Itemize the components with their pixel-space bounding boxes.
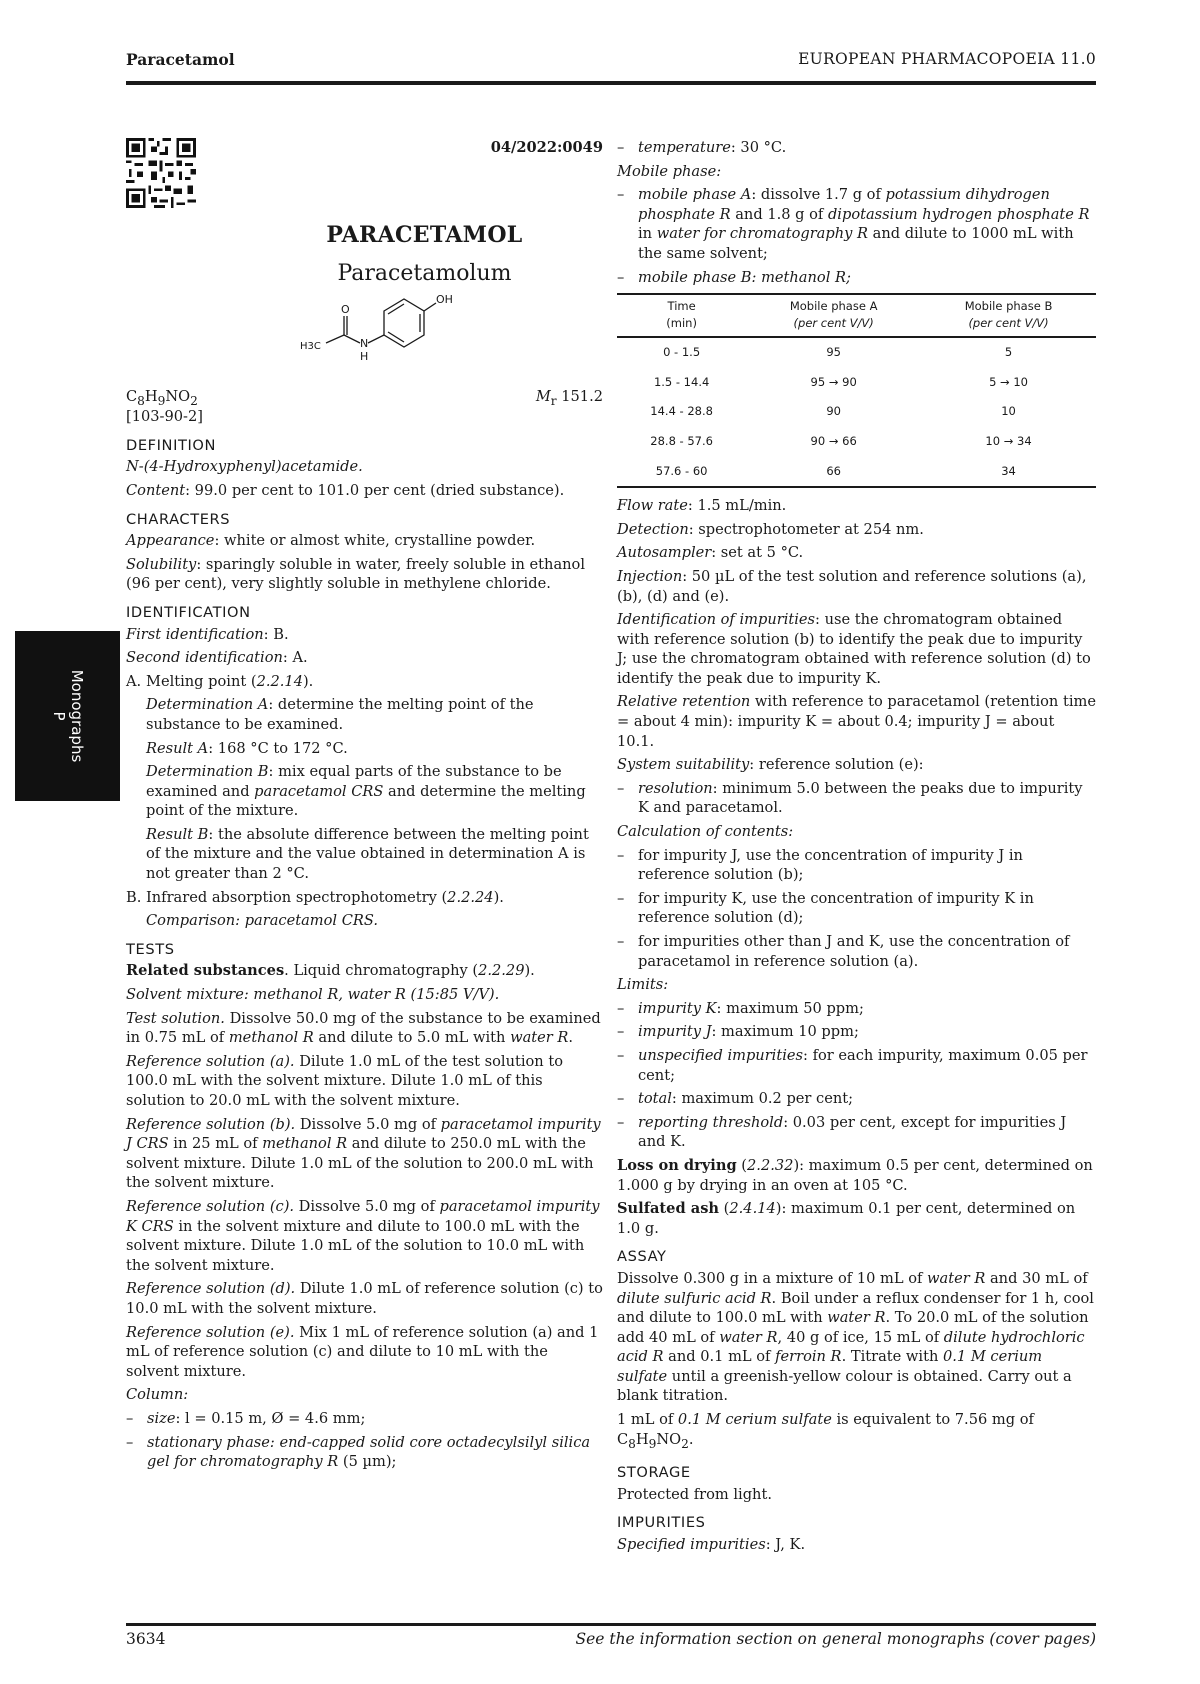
table-row	[617, 457, 1096, 488]
mobile-phase-b: – mobile phase B: methanol R;	[617, 268, 1096, 288]
molecular-mass: $M_r$ 151.2	[535, 388, 603, 409]
identification-heading: IDENTIFICATION	[126, 603, 251, 621]
table-cell: 95	[826, 345, 841, 360]
table-cell: 28.8 - 57.6	[650, 433, 713, 448]
determination-a: Determination A: determine the melting point of the substance to be examined.	[146, 696, 534, 733]
sulfated-ash: Sulfated ash (2.4.14): maximum 0.1 per cent, determined on 1.0 g.	[617, 1200, 1076, 1237]
structure-oh-label: OH	[436, 293, 453, 307]
system-suitability: System suitability: reference solution (e):	[617, 756, 924, 774]
loss-on-drying: Loss on drying (2.2.32): maximum 0.5 per cent, determined on 1.000 g by drying in an oven at 105 °C.	[617, 1156, 1093, 1194]
storage-heading: STORAGE	[617, 1464, 691, 1482]
storage-text: Protected from light.	[617, 1485, 772, 1503]
table-cell: 0 - 1.5	[663, 345, 701, 360]
result-a: Result A: 168 °C to 172 °C.	[146, 739, 348, 757]
table-header-cell: Mobile phase A (per cent V/V)	[746, 294, 921, 337]
table-cell: 34	[921, 457, 1096, 488]
table-row	[617, 368, 1096, 398]
determination-b: Determination B: mix equal parts of the substance to be examined and paracetamol CRS and determine the melting point of the mixture.	[146, 763, 586, 820]
identification-of-impurities: Identification of impurities: use the chromatogram obtained with reference solution (b) to identify the peak due to impurity J; use the chromatogram obtained with reference solution (d) to identify the peak due to impurity K.	[617, 611, 1091, 687]
assay-heading: ASSAY	[617, 1248, 667, 1266]
stationary-phase: – stationary phase: end-capped solid core octadecylsilyl silica gel for chromatography R (5 µm);	[126, 1433, 603, 1472]
monograph-title: PARACETAMOL	[326, 222, 523, 248]
structure-n-label: N	[360, 337, 369, 351]
document-id: 04/2022:0049	[490, 139, 603, 156]
gradient-table-header	[617, 294, 1096, 337]
second-identification: Second identification: A.	[126, 649, 308, 667]
left-column	[126, 138, 603, 1476]
reference-solution-b: Reference solution (b). Dissolve 5.0 mg of paracetamol impurity J CRS in 25 mL of methanol R and dilute to 250.0 mL with the solvent mixture. Dilute 1.0 mL of the solution to 200.0 mL with the solvent mixture.	[126, 1115, 601, 1192]
impurities-heading: IMPURITIES	[617, 1514, 706, 1532]
assay-equivalence: 1 mL of 0.1 M cerium sulfate is equivalent to 7.56 mg of $C_8H_9NO_2$.	[617, 1411, 1034, 1451]
gradient-table	[617, 293, 1096, 488]
solubility-line: Solubility: sparingly soluble in water, freely soluble in ethanol (96 per cent), very slightly soluble in methylene chloride.	[126, 555, 585, 593]
calculation-other-impurities: – for impurities other than J and K, use the concentration of paracetamol in reference solution (a).	[617, 932, 1096, 971]
table-header-cell: Time (min)	[617, 294, 746, 337]
mobile-phase-a: – mobile phase A: dissolve 1.7 g of potassium dihydrogen phosphate R and 1.8 g of dipotassium hydrogen phosphate R in water for chromatography R and dilute to 1000 mL with the same solvent;	[617, 185, 1096, 263]
running-header-title: Paracetamol	[126, 50, 235, 69]
comparison-line: Comparison: paracetamol CRS.	[146, 912, 379, 930]
table-cell: 57.6 - 60	[617, 457, 746, 488]
table-cell: 10	[1001, 404, 1016, 419]
table-header-cell: Mobile phase B (per cent V/V)	[921, 294, 1096, 337]
structure-h3c-label: H3C	[300, 341, 321, 353]
reference-solution-c: Reference solution (c). Dissolve 5.0 mg of paracetamol impurity K CRS in the solvent mixture and dilute to 100.0 mL with the solvent mixture. Dilute 1.0 mL of the solution to 10.0 mL with the solvent mixture.	[126, 1197, 600, 1274]
limit-reporting-threshold: – reporting threshold: 0.03 per cent, except for impurities J and K.	[617, 1113, 1096, 1152]
calculation-impurity-k: – for impurity K, use the concentration of impurity K in reference solution (d);	[617, 889, 1096, 928]
latin-name: Paracetamolum	[337, 260, 512, 286]
structure-h-label: H	[360, 350, 369, 364]
footer-note: See the information section on general monographs (cover pages)	[575, 1630, 1096, 1648]
characters-heading: CHARACTERS	[126, 510, 231, 528]
detection: Detection: spectrophotometer at 254 nm.	[617, 520, 924, 538]
mobile-phase-label: Mobile phase:	[617, 162, 722, 180]
column-size: – size: l = 0.15 m, Ø = 4.6 mm;	[126, 1409, 603, 1429]
reference-solution-a: Reference solution (a). Dilute 1.0 mL of the test solution to 100.0 mL with the solvent mixture. Dilute 1.0 mL of this solution to 20.0 mL with the solvent mixture.	[126, 1052, 564, 1109]
result-b: Result B: the absolute difference between the melting point of the mixture and the value obtained in determination A is not greater than 2 °C.	[146, 825, 589, 883]
chemical-name: N-(4-Hydroxyphenyl)acetamide.	[126, 458, 363, 476]
table-cell: 14.4 - 28.8	[650, 404, 713, 419]
structure-o-label: O	[341, 303, 350, 317]
limit-total: – total: maximum 0.2 per cent;	[617, 1089, 1096, 1109]
table-row	[617, 397, 1096, 427]
right-column	[617, 138, 1096, 1559]
assay-procedure: Dissolve 0.300 g in a mixture of 10 mL of water R and 30 mL of dilute sulfuric acid R. Boil under a reflux condenser for 1 h, cool and dilute to 100.0 mL with water R. To 20.0 mL of the solution add 40 mL of water R, 40 g of ice, 15 mL of dilute hydrochloric acid R and 0.1 mL of ferroin R. Titrate with 0.1 M cerium sulfate until a greenish-yellow colour is obtained. Carry out a blank titration.	[617, 1269, 1094, 1405]
cas-number: [103-90-2]	[126, 408, 203, 426]
header-rule	[126, 81, 1096, 85]
table-cell: 90 → 66	[810, 433, 857, 448]
limit-impurity-k: – impurity K: maximum 50 ppm;	[617, 999, 1096, 1019]
calculation-label: Calculation of contents:	[617, 823, 794, 841]
identification-a: A. Melting point (2.2.14).	[126, 672, 314, 690]
test-solution: Test solution. Dissolve 50.0 mg of the substance to be examined in 0.75 mL of methanol R and dilute to 5.0 mL with water R.	[126, 1009, 601, 1047]
injection: Injection: 50 µL of the test solution and reference solutions (a), (b), (d) and (e).	[617, 567, 1087, 605]
resolution: – resolution: minimum 5.0 between the peaks due to impurity K and paracetamol.	[617, 779, 1096, 818]
formula-row	[126, 387, 603, 407]
monographs-side-tab	[15, 631, 120, 801]
table-row	[617, 427, 1096, 457]
related-substances: Related substances. Liquid chromatography (2.2.29).	[126, 962, 535, 980]
autosampler: Autosampler: set at 5 °C.	[617, 544, 804, 562]
table-cell: 10 → 34	[985, 433, 1032, 448]
qr-code	[126, 138, 196, 208]
relative-retention: Relative retention with reference to paracetamol (retention time = about 4 min): impurity K = about 0.4; impurity J = about 10.1.	[617, 693, 1096, 750]
content-line: Content: 99.0 per cent to 101.0 per cent (dried substance).	[126, 481, 565, 499]
running-header-publication: EUROPEAN PHARMACOPOEIA 11.0	[798, 50, 1096, 68]
side-tab-line2: P	[49, 711, 68, 721]
table-cell: 1.5 - 14.4	[653, 374, 710, 389]
side-tab-line1: Monographs	[67, 669, 86, 763]
temperature: – temperature: 30 °C.	[617, 138, 1096, 158]
table-cell: 95 → 90	[810, 374, 857, 389]
flow-rate: Flow rate: 1.5 mL/min.	[617, 497, 787, 515]
identification-b: B. Infrared absorption spectrophotometry (2.2.24).	[126, 888, 504, 906]
tests-heading: TESTS	[126, 940, 175, 958]
table-cell: 90	[826, 404, 841, 419]
table-cell: 5	[1004, 345, 1013, 360]
reference-solution-d: Reference solution (d). Dilute 1.0 mL of reference solution (c) to 10.0 mL with the solvent mixture.	[126, 1280, 603, 1317]
first-identification: First identification: B.	[126, 625, 289, 643]
appearance-line: Appearance: white or almost white, crystalline powder.	[126, 532, 536, 550]
table-row	[617, 337, 1096, 368]
calculation-impurity-j: – for impurity J, use the concentration of impurity J in reference solution (b);	[617, 846, 1096, 885]
limit-unspecified: – unspecified impurities: for each impurity, maximum 0.05 per cent;	[617, 1046, 1096, 1085]
limit-impurity-j: – impurity J: maximum 10 ppm;	[617, 1022, 1096, 1042]
definition-heading: DEFINITION	[126, 436, 216, 454]
molecular-formula: $C_8H_9NO_2$	[126, 388, 198, 409]
table-cell: 5 → 10	[989, 374, 1028, 389]
solvent-mixture: Solvent mixture: methanol R, water R (15:85 V/V).	[126, 986, 500, 1004]
limits-label: Limits:	[617, 976, 669, 994]
column-label: Column:	[126, 1386, 189, 1404]
reference-solution-e: Reference solution (e). Mix 1 mL of reference solution (a) and 1 mL of reference solution (c) and dilute to 10 mL with the solvent mixture.	[126, 1323, 599, 1380]
footer-rule	[126, 1623, 1096, 1626]
structural-formula	[286, 291, 456, 381]
specified-impurities: Specified impurities: J, K.	[617, 1535, 806, 1553]
page-number: 3634	[126, 1630, 166, 1648]
table-cell: 66	[746, 457, 921, 488]
